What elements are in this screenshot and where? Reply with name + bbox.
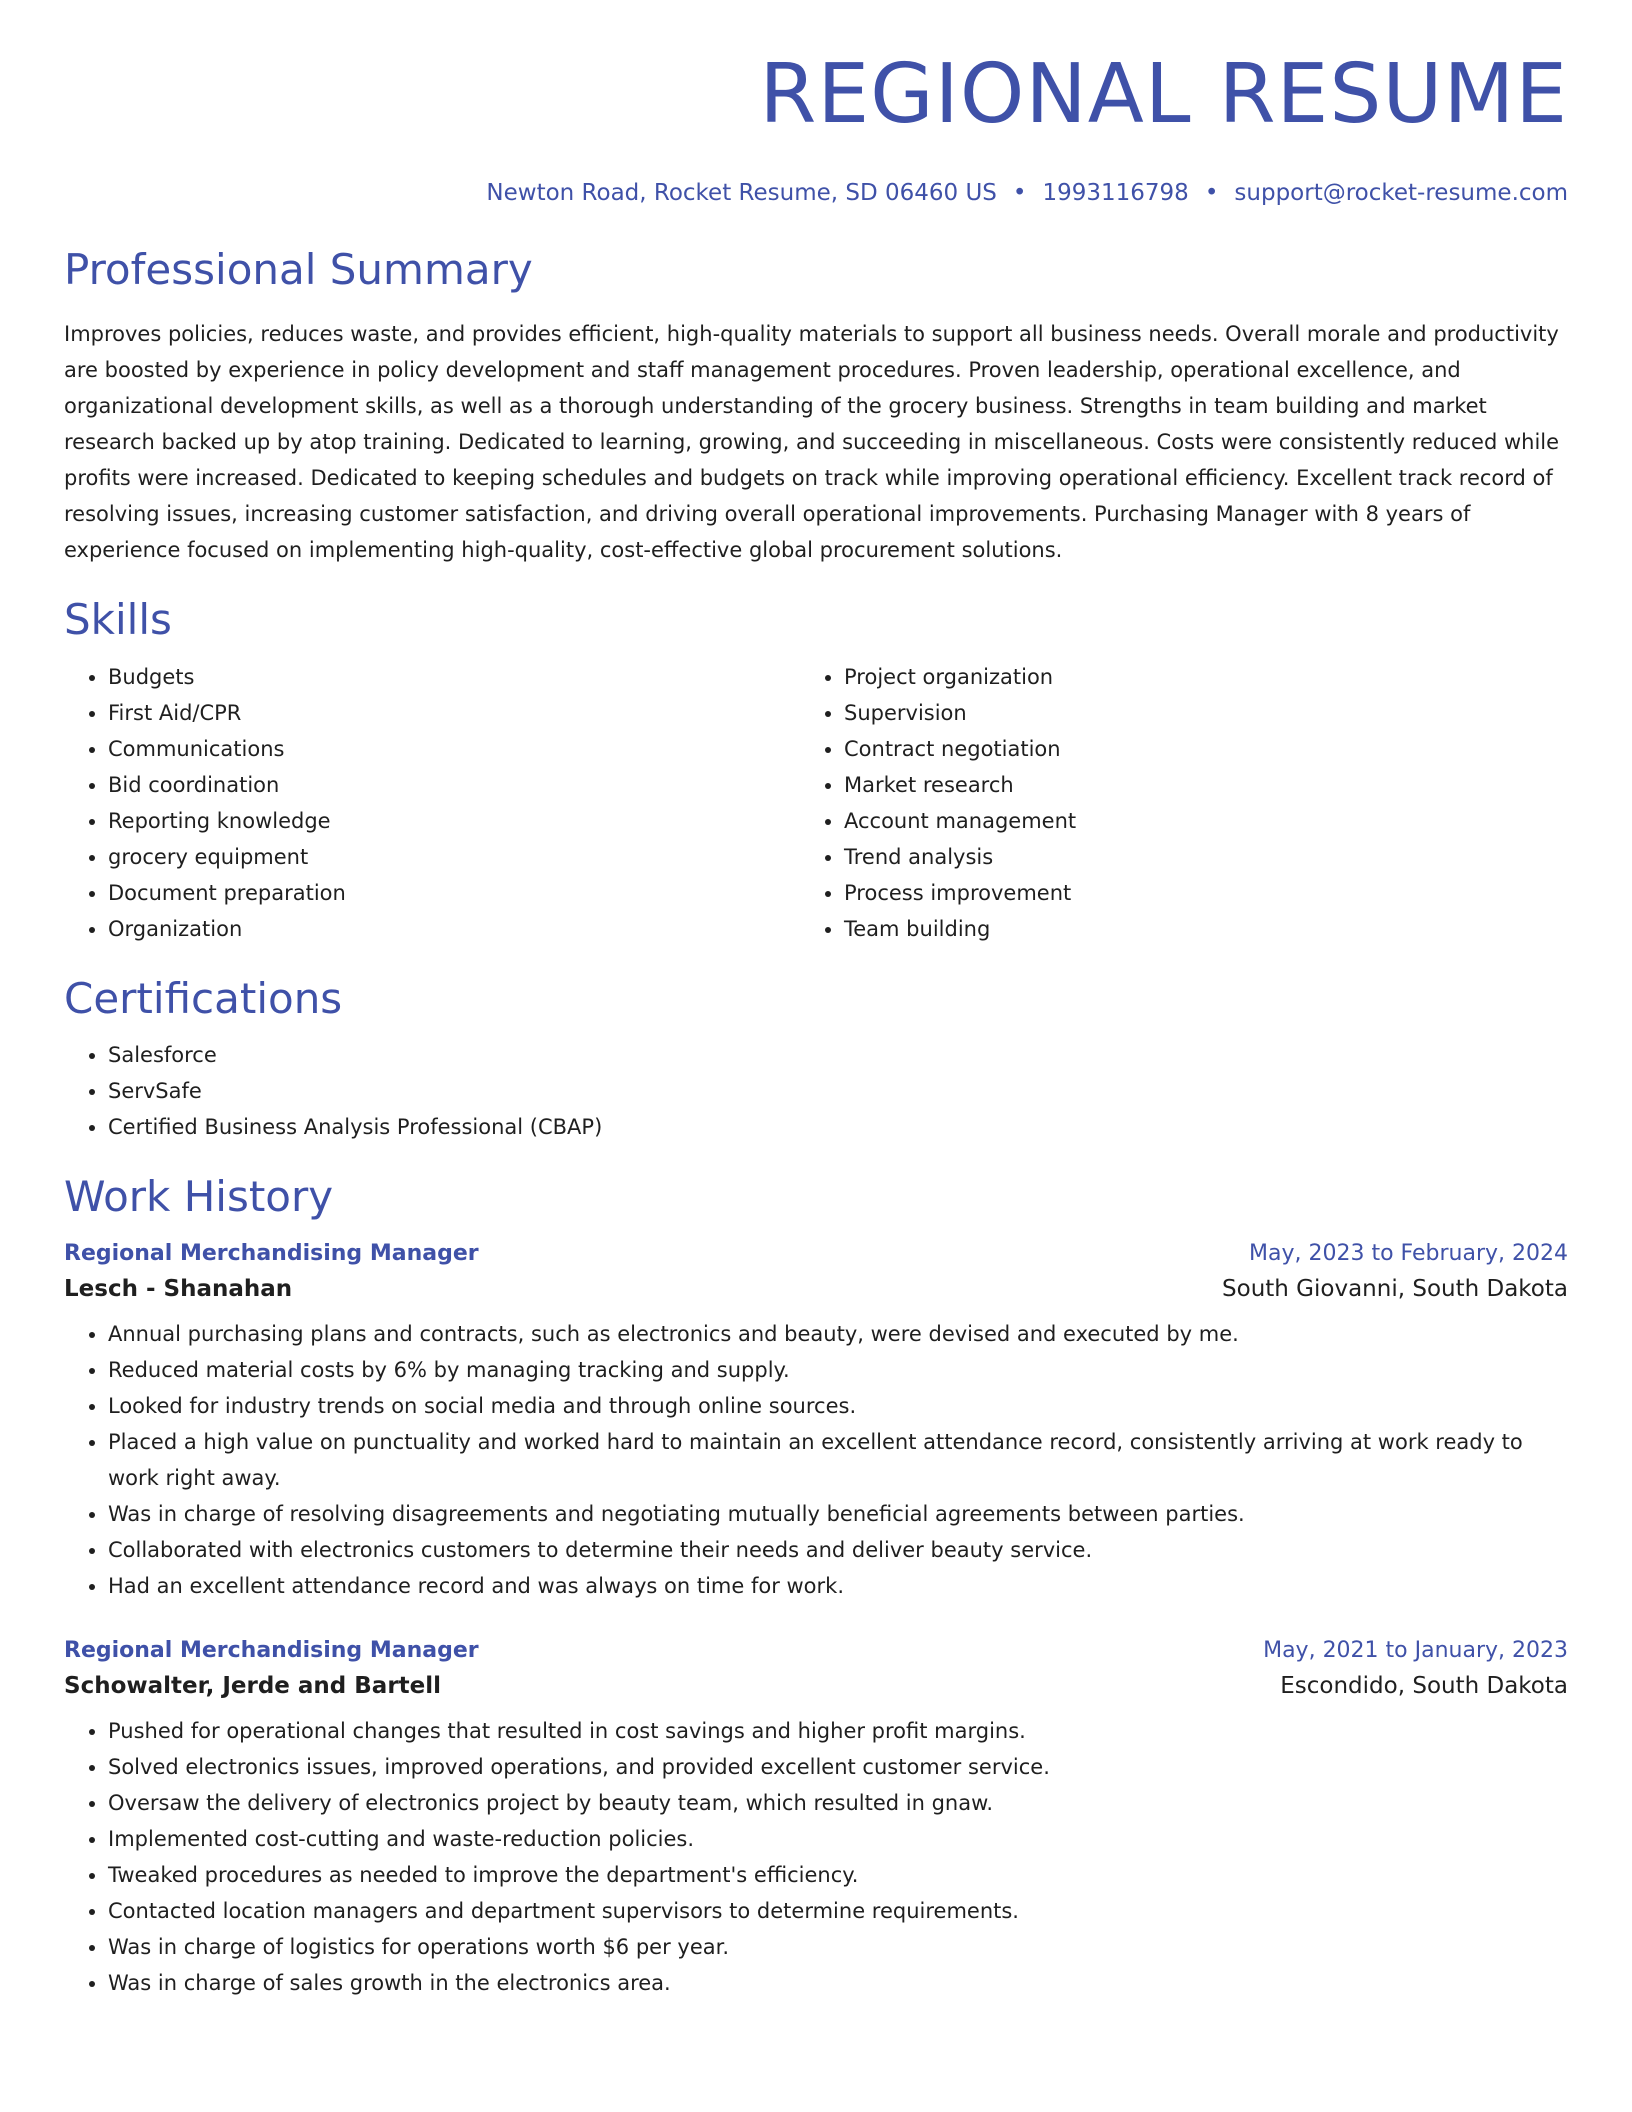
- job-location: South Giovanni, South Dakota: [1222, 1276, 1568, 1303]
- job-header-row: [64, 1638, 1568, 1663]
- job-title: Regional Merchandising Manager: [64, 1638, 479, 1664]
- skill-item: • Trend analysis: [844, 839, 1536, 875]
- skill-item: • Reporting knowledge: [108, 803, 800, 839]
- job-location: Escondido, South Dakota: [1280, 1673, 1568, 1700]
- job-entry: [64, 1638, 1568, 2001]
- job-company: Lesch - Shanahan: [64, 1276, 293, 1303]
- job-bullet: • Was in charge of resolving disagreements and negotiating mutually beneficial agreements between parties.: [108, 1496, 1568, 1532]
- job-bullet: • Collaborated with electronics customers to determine their needs and deliver beauty service.: [108, 1532, 1568, 1568]
- skills-right-list: [800, 659, 1536, 947]
- skill-item: • Account management: [844, 803, 1536, 839]
- job-bullets: [64, 1316, 1568, 1604]
- contact-line: [64, 180, 1568, 206]
- job-bullet: • Annual purchasing plans and contracts, such as electronics and beauty, were devised and executed by me.: [108, 1316, 1568, 1352]
- skill-item: • Supervision: [844, 695, 1536, 731]
- summary-heading: Professional Summary: [64, 245, 533, 295]
- job-bullet: • Contacted location managers and department supervisors to determine requirements.: [108, 1893, 1568, 1929]
- skills-heading: Skills: [64, 595, 172, 645]
- skill-item: • Process improvement: [844, 875, 1536, 911]
- skills-section: [64, 596, 1568, 946]
- contact-email: support@rocket-resume.com: [1234, 180, 1568, 207]
- job-title: Regional Merchandising Manager: [64, 1241, 479, 1267]
- job-bullet: • Placed a high value on punctuality and worked hard to maintain an excellent attendance record, consistently arriving at work ready to work right away.: [108, 1424, 1568, 1496]
- job-header-row: [64, 1241, 1568, 1266]
- skill-item: • Market research: [844, 767, 1536, 803]
- skill-item: • Contract negotiation: [844, 731, 1536, 767]
- job-bullet: • Implemented cost-cutting and waste-reduction policies.: [108, 1821, 1568, 1857]
- skill-item: • Organization: [108, 911, 800, 947]
- job-company-row: [64, 1673, 1568, 1699]
- job-bullet: • Reduced material costs by 6% by managing tracking and supply.: [108, 1352, 1568, 1388]
- job-bullet: • Pushed for operational changes that resulted in cost savings and higher profit margins.: [108, 1713, 1568, 1749]
- certifications-section: [64, 975, 1568, 1145]
- job-bullet: • Looked for industry trends on social media and through online sources.: [108, 1388, 1568, 1424]
- contact-separator: •: [1204, 180, 1219, 207]
- resume-name: REGIONAL RESUME: [759, 47, 1568, 142]
- certification-item: • Salesforce: [108, 1037, 1568, 1073]
- job-company-row: [64, 1276, 1568, 1302]
- skill-item: • Bid coordination: [108, 767, 800, 803]
- contact-address: Newton Road, Rocket Resume, SD 06460 US: [486, 180, 997, 207]
- job-bullet: • Oversaw the delivery of electronics project by beauty team, which resulted in gnaw.: [108, 1785, 1568, 1821]
- skills-grid: [64, 659, 1568, 947]
- job-bullets: [64, 1713, 1568, 2001]
- job-bullet: • Was in charge of sales growth in the electronics area.: [108, 1965, 1568, 2001]
- skill-item: • Communications: [108, 731, 800, 767]
- contact-separator: •: [1012, 180, 1027, 207]
- contact-phone: 1993116798: [1042, 180, 1189, 207]
- skill-item: • Project organization: [844, 659, 1536, 695]
- certifications-heading: Certifications: [64, 973, 343, 1023]
- job-company: Schowalter, Jerde and Bartell: [64, 1673, 442, 1700]
- work-history-heading: Work History: [64, 1172, 334, 1222]
- certification-item: • ServSafe: [108, 1073, 1568, 1109]
- summary-section: [64, 246, 1568, 568]
- certification-item: • Certified Business Analysis Professional (CBAP): [108, 1109, 1568, 1145]
- skill-item: • grocery equipment: [108, 839, 800, 875]
- job-bullet: • Had an excellent attendance record and was always on time for work.: [108, 1568, 1568, 1604]
- skill-item: • Document preparation: [108, 875, 800, 911]
- summary-text: Improves policies, reduces waste, and provides efficient, high-quality materials to support all business needs. Overall morale and productivity are boosted by experience in policy development and staff management procedures. Proven leadership, operational excellence, and organizational development skills, as well as a thorough understanding of the grocery business. Strengths in team building and market research backed up by atop training. Dedicated to learning, growing, and succeeding in miscellaneous. Costs were consistently reduced while profits were increased. Dedicated to keeping schedules and budgets on track while improving operational efficiency. Excellent track record of resolving issues, increasing customer satisfaction, and driving overall operational improvements. Purchasing Manager with 8 years of experience focused on implementing high-quality, cost-effective global procurement solutions.: [64, 322, 1560, 563]
- skill-item: • First Aid/CPR: [108, 695, 800, 731]
- skill-item: • Team building: [844, 911, 1536, 947]
- job-dates: May, 2023 to February, 2024: [1249, 1241, 1568, 1267]
- skill-item: • Budgets: [108, 659, 800, 695]
- job-bullet: • Solved electronics issues, improved operations, and provided excellent customer service.: [108, 1749, 1568, 1785]
- certifications-list: [64, 1037, 1568, 1145]
- job-bullet: • Tweaked procedures as needed to improve the department's efficiency.: [108, 1857, 1568, 1893]
- work-history-section: [64, 1173, 1568, 2001]
- job-dates: May, 2021 to January, 2023: [1263, 1638, 1568, 1664]
- job-entry: [64, 1241, 1568, 1604]
- skills-left-list: [64, 659, 800, 947]
- job-bullet: • Was in charge of logistics for operations worth $6 per year.: [108, 1929, 1568, 1965]
